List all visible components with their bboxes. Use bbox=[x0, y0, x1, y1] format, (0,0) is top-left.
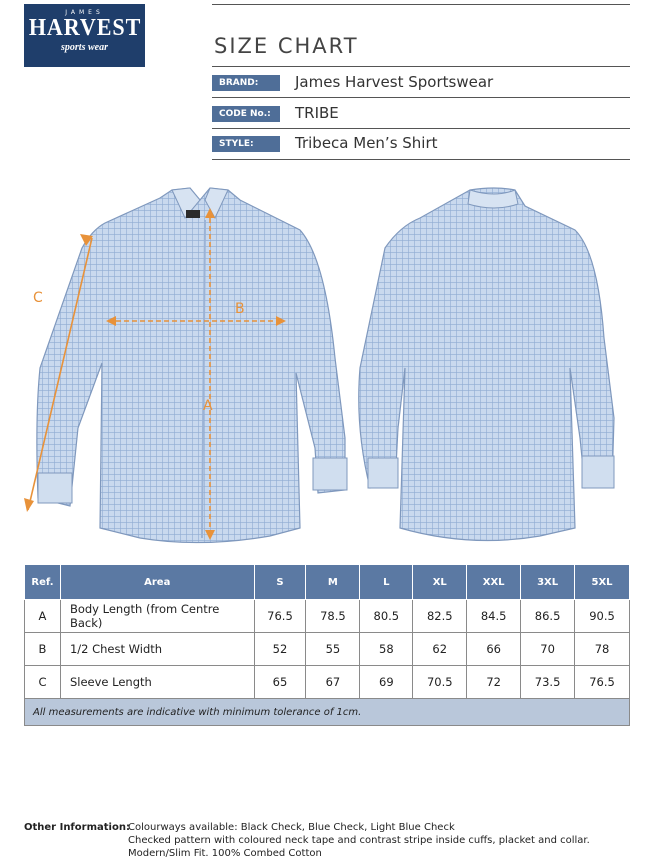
table-cell: 1/2 Chest Width bbox=[60, 633, 254, 666]
table-cell: 78.5 bbox=[306, 600, 360, 633]
table-row bbox=[25, 633, 630, 666]
col-header: 5XL bbox=[575, 565, 630, 600]
table-cell: 72 bbox=[467, 666, 521, 699]
table-cell: C bbox=[25, 666, 61, 699]
table-cell: 78 bbox=[575, 633, 630, 666]
size-table bbox=[24, 564, 630, 726]
table-cell: 66 bbox=[467, 633, 521, 666]
style-row bbox=[212, 136, 630, 154]
table-cell: 70 bbox=[521, 633, 575, 666]
row-rule bbox=[212, 128, 630, 129]
table-row bbox=[25, 600, 630, 633]
table-cell: 76.5 bbox=[575, 666, 630, 699]
page-title: SIZE CHART bbox=[214, 34, 359, 58]
row-rule bbox=[212, 159, 630, 160]
row-rule bbox=[212, 97, 630, 98]
table-cell: 76.5 bbox=[254, 600, 306, 633]
table-note-row bbox=[25, 699, 630, 726]
table-cell: 58 bbox=[360, 633, 413, 666]
code-label: CODE No.: bbox=[212, 106, 280, 122]
style-label: STYLE: bbox=[212, 136, 280, 152]
brand-logo bbox=[24, 4, 145, 67]
col-header: S bbox=[254, 565, 306, 600]
table-cell: 67 bbox=[306, 666, 360, 699]
table-cell: 70.5 bbox=[413, 666, 467, 699]
front-shirt bbox=[37, 188, 347, 543]
col-header: Ref. bbox=[25, 565, 61, 600]
table-cell: Sleeve Length bbox=[60, 666, 254, 699]
table-cell: 52 bbox=[254, 633, 306, 666]
table-cell: B bbox=[25, 633, 61, 666]
measure-c-label: C bbox=[33, 290, 43, 306]
table-cell: Body Length (from Centre Back) bbox=[60, 600, 254, 633]
col-header: 3XL bbox=[521, 565, 575, 600]
table-cell: 69 bbox=[360, 666, 413, 699]
table-cell: 62 bbox=[413, 633, 467, 666]
shirt-diagram bbox=[0, 168, 654, 548]
header-rule bbox=[212, 66, 630, 67]
table-row bbox=[25, 666, 630, 699]
other-info-lines bbox=[128, 821, 628, 860]
other-info-line: Modern/Slim Fit. 100% Combed Cotton bbox=[128, 848, 322, 859]
code-value: TRIBE bbox=[295, 104, 339, 122]
measure-b-label: B bbox=[235, 301, 245, 317]
col-header: Area bbox=[60, 565, 254, 600]
table-cell: 55 bbox=[306, 633, 360, 666]
table-header-row bbox=[25, 565, 630, 600]
neck-label bbox=[186, 210, 200, 218]
table-cell: 73.5 bbox=[521, 666, 575, 699]
col-header: XXL bbox=[467, 565, 521, 600]
other-info-line: Colourways available: Black Check, Blue Check, Light Blue Check bbox=[128, 822, 455, 833]
logo-main-text: HARVEST bbox=[28, 15, 142, 41]
logo-sub-text: sports wear bbox=[61, 42, 108, 53]
table-cell: 90.5 bbox=[575, 600, 630, 633]
back-shirt bbox=[359, 188, 614, 541]
other-info-label: Other Information: bbox=[24, 822, 130, 833]
brand-label: BRAND: bbox=[212, 75, 280, 91]
header-top-rule bbox=[212, 4, 630, 5]
table-cell: 65 bbox=[254, 666, 306, 699]
brand-value: James Harvest Sportswear bbox=[295, 73, 494, 91]
tolerance-note: All measurements are indicative with minimum tolerance of 1cm. bbox=[25, 699, 630, 726]
measure-a-label: A bbox=[203, 398, 213, 414]
table-cell: 86.5 bbox=[521, 600, 575, 633]
col-header: L bbox=[360, 565, 413, 600]
table-cell: 82.5 bbox=[413, 600, 467, 633]
table-cell: 84.5 bbox=[467, 600, 521, 633]
style-value: Tribeca Men’s Shirt bbox=[295, 134, 438, 152]
col-header: XL bbox=[413, 565, 467, 600]
other-info-line: Checked pattern with coloured neck tape and contrast stripe inside cuffs, placket and collar. bbox=[128, 835, 590, 846]
code-row bbox=[212, 106, 630, 124]
col-header: M bbox=[306, 565, 360, 600]
brand-row bbox=[212, 75, 630, 93]
table-cell: 80.5 bbox=[360, 600, 413, 633]
table-cell: A bbox=[25, 600, 61, 633]
logo-small-text: JAMES bbox=[65, 9, 104, 16]
